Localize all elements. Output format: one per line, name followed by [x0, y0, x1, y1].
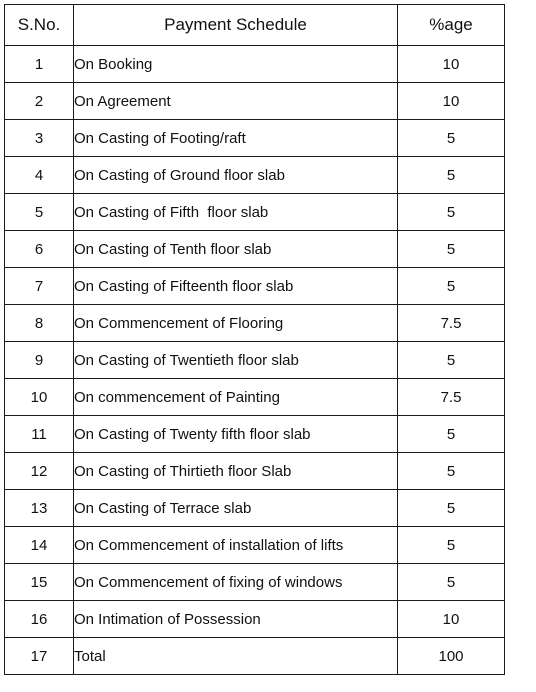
row-description-cell: On Intimation of Possession — [74, 601, 398, 638]
row-description-cell: On Commencement of Flooring — [74, 305, 398, 342]
table-row — [5, 453, 505, 490]
table-row — [5, 342, 505, 379]
row-description-cell: On Casting of Thirtieth floor Slab — [74, 453, 398, 490]
row-percentage-cell: 5 — [398, 453, 505, 490]
row-percentage-cell: 5 — [398, 157, 505, 194]
table-row — [5, 490, 505, 527]
row-description-cell: On commencement of Painting — [74, 379, 398, 416]
row-sno-cell: 6 — [5, 231, 74, 268]
row-sno-cell: 17 — [5, 638, 74, 675]
row-sno-cell: 10 — [5, 379, 74, 416]
row-description-cell: On Casting of Twentieth floor slab — [74, 342, 398, 379]
table-body — [5, 46, 505, 675]
row-percentage-cell: 5 — [398, 527, 505, 564]
row-description-cell: On Casting of Fifteenth floor slab — [74, 268, 398, 305]
row-description-cell: On Casting of Terrace slab — [74, 490, 398, 527]
row-description-cell: On Casting of Ground floor slab — [74, 157, 398, 194]
row-sno-cell: 2 — [5, 83, 74, 120]
row-sno-cell: 1 — [5, 46, 74, 83]
row-description-cell: On Casting of Fifth floor slab — [74, 194, 398, 231]
table-row — [5, 231, 505, 268]
row-percentage-cell: 5 — [398, 416, 505, 453]
row-sno-cell: 11 — [5, 416, 74, 453]
row-description-cell: On Commencement of fixing of windows — [74, 564, 398, 601]
row-sno-cell: 15 — [5, 564, 74, 601]
table-header-row — [5, 5, 505, 46]
table-row — [5, 416, 505, 453]
table-row — [5, 638, 505, 675]
row-description-cell: On Casting of Footing/raft — [74, 120, 398, 157]
table-row — [5, 527, 505, 564]
row-percentage-cell: 10 — [398, 83, 505, 120]
header-sno: S.No. — [5, 5, 74, 46]
row-sno-cell: 14 — [5, 527, 74, 564]
row-description-cell: On Casting of Twenty fifth floor slab — [74, 416, 398, 453]
row-description-cell: On Casting of Tenth floor slab — [74, 231, 398, 268]
header-payment-schedule: Payment Schedule — [74, 5, 398, 46]
table-row — [5, 268, 505, 305]
header-percentage: %age — [398, 5, 505, 46]
payment-schedule-document — [4, 4, 504, 675]
row-percentage-cell: 5 — [398, 231, 505, 268]
row-description-cell: On Commencement of installation of lifts — [74, 527, 398, 564]
row-percentage-cell: 5 — [398, 194, 505, 231]
row-percentage-cell: 10 — [398, 46, 505, 83]
row-description-cell: On Agreement — [74, 83, 398, 120]
row-percentage-cell: 5 — [398, 342, 505, 379]
row-percentage-cell: 100 — [398, 638, 505, 675]
row-percentage-cell: 7.5 — [398, 379, 505, 416]
row-sno-cell: 4 — [5, 157, 74, 194]
table-row — [5, 379, 505, 416]
table-row — [5, 157, 505, 194]
table-row — [5, 46, 505, 83]
row-percentage-cell: 5 — [398, 564, 505, 601]
table-row — [5, 305, 505, 342]
table-row — [5, 194, 505, 231]
table-row — [5, 601, 505, 638]
row-percentage-cell: 10 — [398, 601, 505, 638]
row-sno-cell: 16 — [5, 601, 74, 638]
row-sno-cell: 5 — [5, 194, 74, 231]
table-row — [5, 564, 505, 601]
row-sno-cell: 9 — [5, 342, 74, 379]
row-description-cell: On Booking — [74, 46, 398, 83]
row-sno-cell: 13 — [5, 490, 74, 527]
row-percentage-cell: 7.5 — [398, 305, 505, 342]
row-sno-cell: 7 — [5, 268, 74, 305]
row-sno-cell: 8 — [5, 305, 74, 342]
row-sno-cell: 3 — [5, 120, 74, 157]
row-description-cell: Total — [74, 638, 398, 675]
row-percentage-cell: 5 — [398, 268, 505, 305]
row-percentage-cell: 5 — [398, 490, 505, 527]
row-sno-cell: 12 — [5, 453, 74, 490]
table-row — [5, 120, 505, 157]
payment-schedule-table — [4, 4, 505, 675]
table-row — [5, 83, 505, 120]
row-percentage-cell: 5 — [398, 120, 505, 157]
